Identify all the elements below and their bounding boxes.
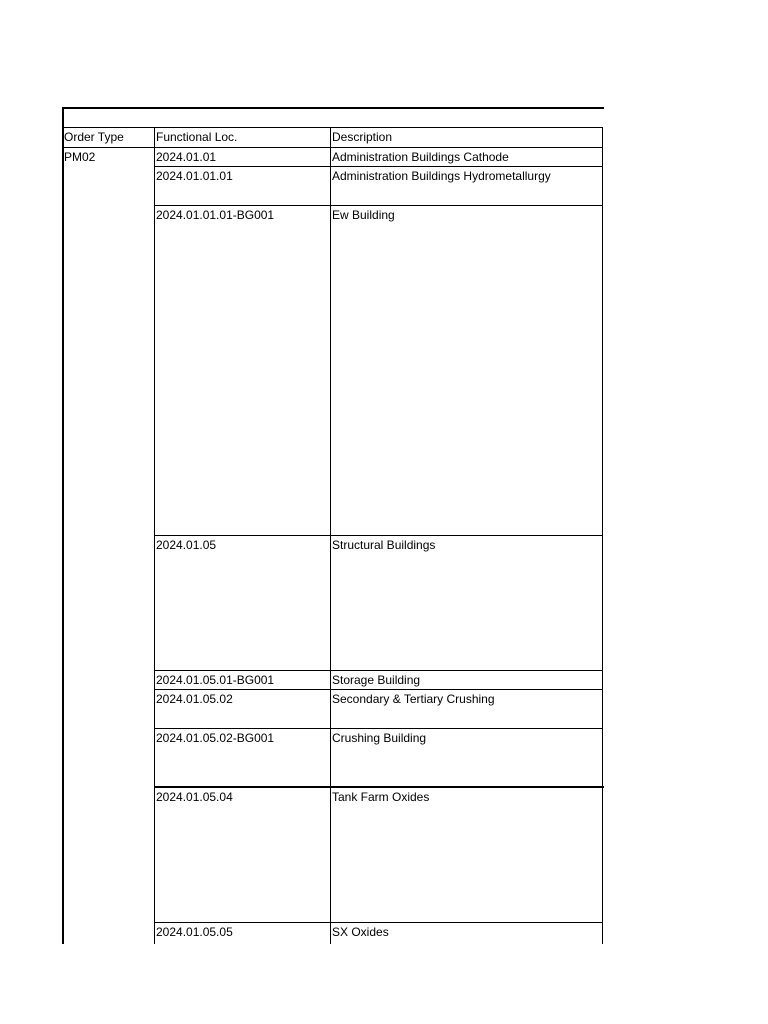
description-cell: Structural Buildings: [332, 538, 436, 552]
functional-loc-cell: 2024.01.01: [156, 150, 217, 164]
description-cell: Administration Buildings Cathode: [332, 150, 509, 164]
row-border: [154, 728, 603, 729]
row-border: [154, 535, 603, 536]
description-cell: Administration Buildings Hydrometallurgy: [332, 169, 551, 183]
header-bottom-border: [63, 147, 603, 148]
row-border-thick: [154, 786, 604, 788]
row-border: [154, 205, 603, 206]
functional-loc-cell: 2024.01.01.01-BG001: [156, 208, 275, 222]
header-description: Description: [332, 130, 393, 144]
description-cell: Storage Building: [332, 673, 421, 687]
top-border: [63, 107, 604, 109]
functional-loc-cell: 2024.01.05.04: [156, 790, 233, 804]
functional-loc-cell: 2024.01.05.02-BG001: [156, 731, 275, 745]
functional-loc-cell: 2024.01.05.05: [156, 925, 233, 939]
description-cell: Secondary & Tertiary Crushing: [332, 692, 495, 706]
header-order-type: Order Type: [64, 130, 124, 144]
functional-loc-cell: 2024.01.01.01: [156, 169, 233, 183]
functional-loc-cell: 2024.01.05: [156, 538, 217, 552]
row-border: [154, 670, 603, 671]
left-border: [62, 107, 64, 944]
header-top-border: [63, 127, 603, 128]
row-border: [154, 689, 603, 690]
row-border: [154, 166, 603, 167]
order-type-cell: PM02: [64, 150, 96, 164]
description-cell: Tank Farm Oxides: [332, 790, 430, 804]
row-border: [154, 922, 603, 923]
functional-loc-cell: 2024.01.05.01-BG001: [156, 673, 275, 687]
description-cell: SX Oxides: [332, 925, 389, 939]
header-functional-loc: Functional Loc.: [156, 130, 238, 144]
description-cell: Crushing Building: [332, 731, 427, 745]
description-cell: Ew Building: [332, 208, 395, 222]
functional-loc-cell: 2024.01.05.02: [156, 692, 233, 706]
